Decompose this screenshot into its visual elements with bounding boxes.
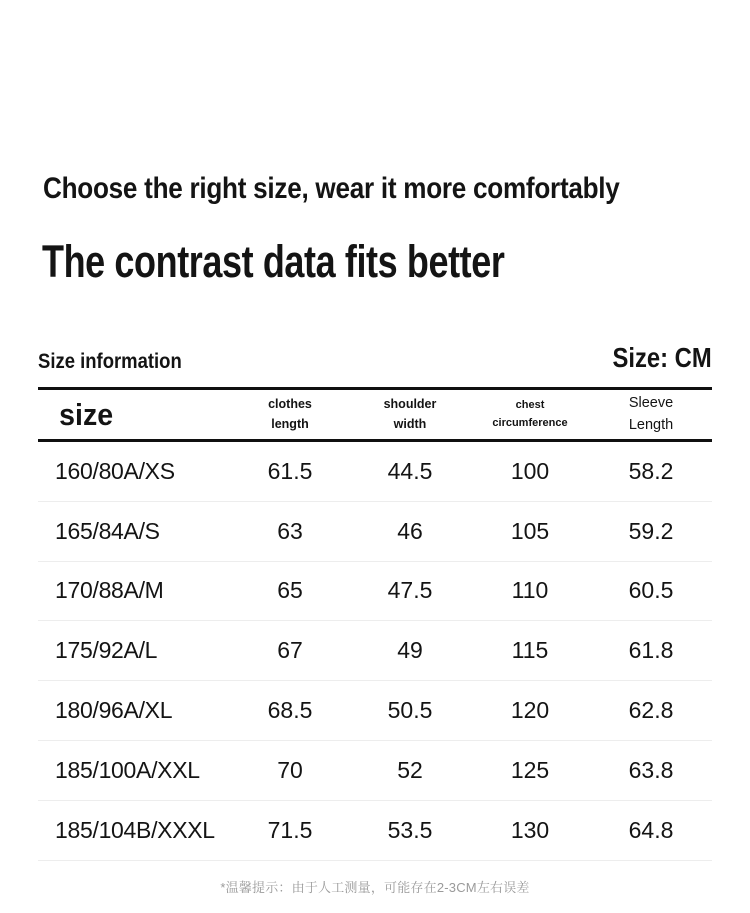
table-row bbox=[38, 741, 712, 801]
size-guide-subtitle: Choose the right size, wear it more comfortably bbox=[43, 172, 620, 205]
column-header-line: width bbox=[393, 416, 427, 431]
shoulder-width-cell: 46 bbox=[397, 517, 423, 544]
shoulder-width-cell: 44.5 bbox=[387, 457, 433, 484]
clothes-length-cell: 63 bbox=[277, 517, 303, 544]
size-unit-label: Size: CM bbox=[612, 342, 712, 373]
shoulder-width-cell: 47.5 bbox=[387, 577, 433, 604]
sleeve-length-cell: 61.8 bbox=[628, 637, 674, 664]
size-cell: 175/92A/L bbox=[55, 637, 158, 664]
size-table-header-row bbox=[38, 390, 712, 442]
column-header-size: size bbox=[59, 396, 114, 432]
size-cell: 185/104B/XXXL bbox=[55, 816, 215, 843]
shoulder-width-cell: 49 bbox=[397, 637, 423, 664]
sleeve-length-cell: 59.2 bbox=[628, 517, 674, 544]
column-header-line: chest bbox=[515, 399, 545, 412]
table-row bbox=[38, 442, 712, 502]
column-header-sleeve-length bbox=[590, 393, 712, 437]
size-guide-page bbox=[0, 172, 750, 913]
column-header-line: clothes bbox=[268, 397, 312, 412]
column-header-line: length bbox=[271, 416, 309, 431]
table-row bbox=[38, 502, 712, 562]
size-cell: 170/88A/M bbox=[55, 577, 164, 604]
shoulder-width-cell: 50.5 bbox=[387, 697, 433, 724]
size-information-label: Size information bbox=[38, 350, 182, 373]
chest-circumference-cell: 125 bbox=[510, 756, 550, 783]
size-cell: 160/80A/XS bbox=[55, 457, 175, 484]
size-cell: 180/96A/XL bbox=[55, 697, 173, 724]
clothes-length-cell: 65 bbox=[277, 577, 303, 604]
chest-circumference-cell: 115 bbox=[511, 637, 549, 664]
column-header-line: Sleeve bbox=[628, 394, 674, 411]
sleeve-length-cell: 62.8 bbox=[628, 697, 674, 724]
size-cell: 185/100A/XXL bbox=[55, 756, 200, 783]
shoulder-width-cell: 52 bbox=[397, 756, 423, 783]
clothes-length-cell: 71.5 bbox=[267, 816, 313, 843]
chest-circumference-cell: 100 bbox=[510, 457, 550, 484]
table-row bbox=[38, 801, 712, 861]
chest-circumference-cell: 130 bbox=[510, 816, 550, 843]
column-header-line: Length bbox=[628, 416, 674, 433]
shoulder-width-cell: 53.5 bbox=[387, 816, 433, 843]
chest-circumference-cell: 105 bbox=[510, 517, 550, 544]
size-table bbox=[38, 387, 712, 861]
size-cell: 165/84A/S bbox=[55, 517, 160, 544]
size-section-header bbox=[38, 342, 712, 374]
table-row bbox=[38, 681, 712, 741]
sleeve-length-cell: 60.5 bbox=[628, 577, 674, 604]
sleeve-length-cell: 64.8 bbox=[628, 816, 674, 843]
measurement-disclaimer-note: *温馨提示：由于人工测量，可能存在2-3CM左右误差 bbox=[220, 879, 530, 895]
column-header-chest-circumference bbox=[470, 397, 590, 431]
column-header-line: circumference bbox=[492, 416, 568, 429]
clothes-length-cell: 61.5 bbox=[267, 457, 313, 484]
size-guide-title: The contrast data fits better bbox=[42, 236, 505, 287]
column-header-shoulder-width bbox=[350, 395, 470, 434]
sleeve-length-cell: 58.2 bbox=[628, 457, 674, 484]
chest-circumference-cell: 120 bbox=[510, 697, 550, 724]
clothes-length-cell: 70 bbox=[277, 756, 303, 783]
sleeve-length-cell: 63.8 bbox=[628, 756, 674, 783]
table-row bbox=[38, 621, 712, 681]
table-row bbox=[38, 562, 712, 622]
column-header-clothes-length bbox=[230, 395, 350, 434]
chest-circumference-cell: 110 bbox=[511, 577, 549, 604]
clothes-length-cell: 67 bbox=[277, 637, 303, 664]
clothes-length-cell: 68.5 bbox=[267, 697, 313, 724]
column-header-line: shoulder bbox=[383, 397, 437, 412]
